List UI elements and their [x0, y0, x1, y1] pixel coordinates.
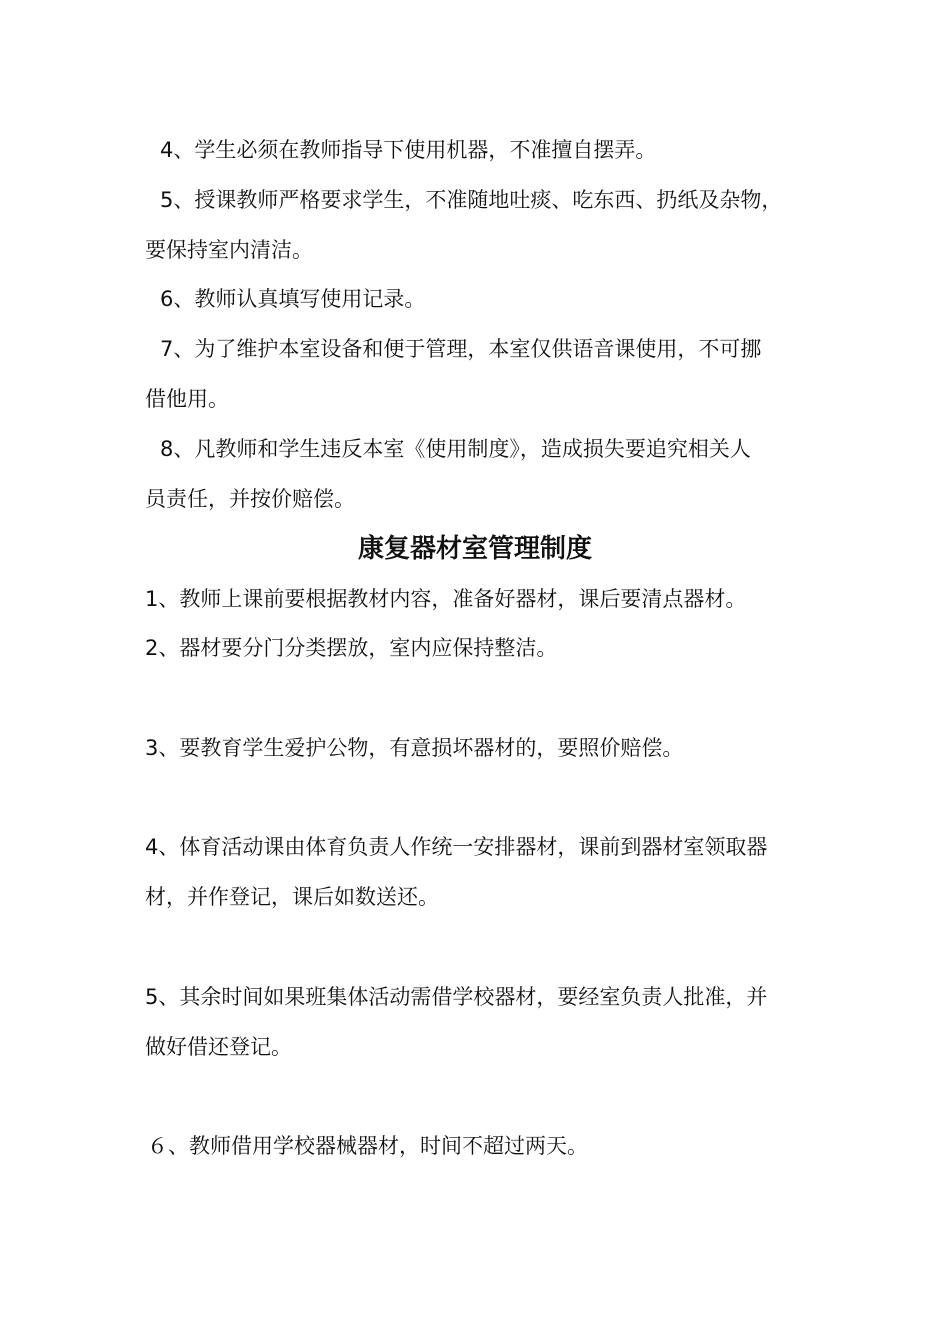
equipment-rule-1: 1、教师上课前要根据教材内容，准备好器材，课后要清点器材。: [145, 587, 747, 611]
equipment-rule-6: ６、教师借用学校器械器材，时间不超过两天。: [147, 1134, 588, 1158]
equipment-rule-5-line-2: 做好借还登记。: [145, 1035, 292, 1059]
rule-item-4: 4、学生必须在教师指导下使用机器，不准擅自摆弄。: [160, 138, 657, 162]
equipment-rule-4-line-1: 4、体育活动课由体育负责人作统一安排器材，课前到器材室领取器: [145, 835, 768, 859]
rule-item-8-line-2: 员责任，并按价赔偿。: [145, 487, 355, 511]
rule-item-7-line-2: 借他用。: [145, 387, 229, 411]
rule-item-6: 6、教师认真填写使用记录。: [160, 287, 426, 311]
rule-item-5-line-1: 5、授课教师严格要求学生，不准随地吐痰、吃东西、扔纸及杂物，: [160, 188, 783, 212]
rule-item-7-line-1: 7、为了维护本室设备和便于管理，本室仅供语音课使用，不可挪: [160, 337, 762, 361]
equipment-rule-5-line-1: 5、其余时间如果班集体活动需借学校器材，要经室负责人批准，并: [145, 985, 768, 1009]
section-title: 康复器材室管理制度: [357, 534, 592, 564]
rule-item-5-line-2: 要保持室内清洁。: [145, 238, 313, 262]
equipment-rule-2: 2、器材要分门分类摆放，室内应保持整洁。: [145, 636, 558, 660]
rule-item-8-line-1: 8、凡教师和学生违反本室《使用制度》，造成损失要追究相关人: [160, 437, 751, 461]
equipment-rule-4-line-2: 材，并作登记，课后如数送还。: [145, 885, 439, 909]
equipment-rule-3: 3、要教育学生爱护公物，有意损坏器材的，要照价赔偿。: [145, 736, 684, 760]
